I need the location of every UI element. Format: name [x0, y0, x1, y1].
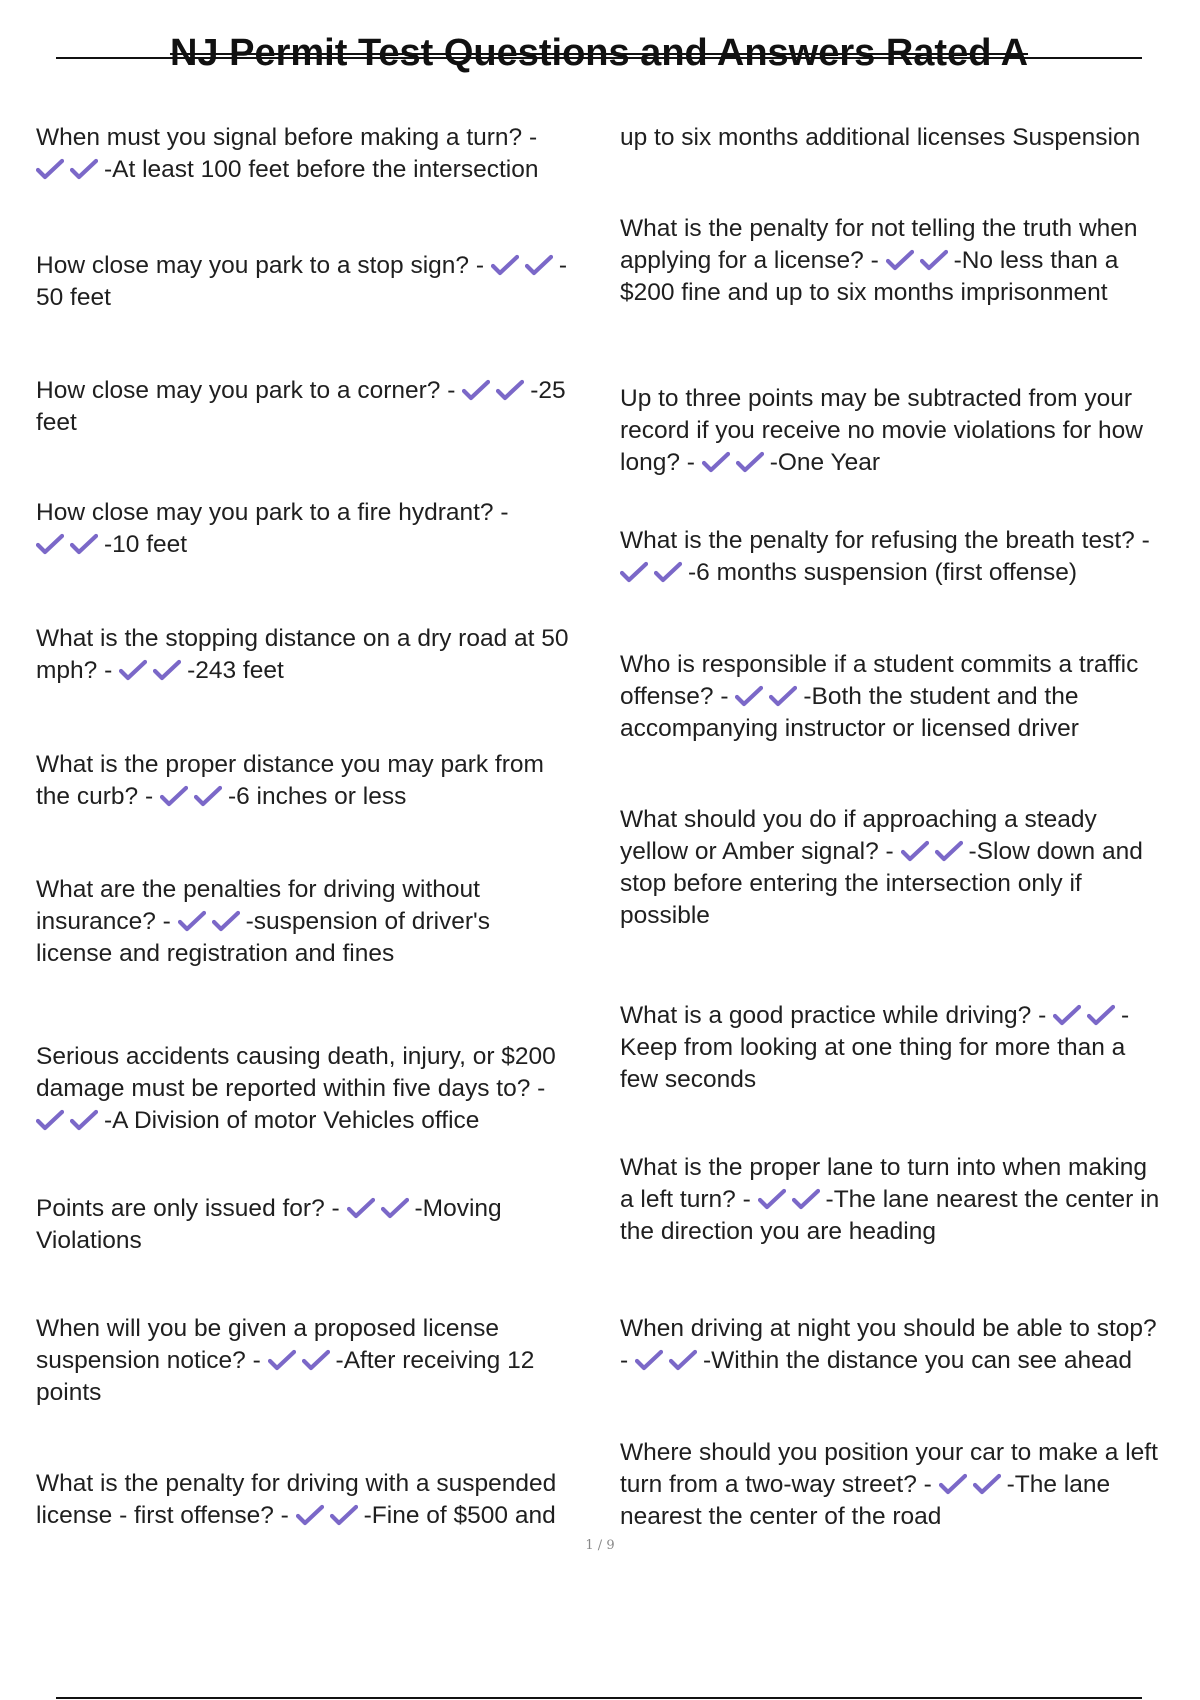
checkmark-icon	[1087, 1004, 1115, 1026]
qa-text: -25	[530, 377, 566, 404]
page-title: NJ Permit Test Questions and Answers Rated A	[169, 32, 1029, 74]
checkmark-icon	[491, 254, 519, 276]
qa-text: accompanying instructor or licensed driver	[620, 715, 1079, 742]
qa-line	[620, 213, 1138, 245]
qa-item	[620, 804, 1143, 932]
qa-line	[36, 1468, 556, 1500]
qa-text: points	[36, 1379, 102, 1406]
page-number: 1 / 9	[585, 1538, 615, 1553]
qa-line	[36, 749, 544, 781]
qa-text: How close may you park to a corner? -	[36, 377, 463, 404]
qa-line	[620, 836, 1143, 868]
checkmark-icon	[381, 1197, 409, 1219]
qa-text: the direction you are heading	[620, 1218, 936, 1245]
qa-text: What should you do if approaching a steady	[620, 806, 1097, 833]
qa-line	[36, 1500, 556, 1532]
qa-line	[36, 906, 490, 938]
checkmark-icon	[758, 1188, 786, 1210]
qa-text: Serious accidents causing death, injury, or $200	[36, 1043, 556, 1070]
checkmark-icon	[70, 158, 98, 180]
qa-line	[620, 415, 1143, 447]
qa-line	[620, 245, 1138, 277]
qa-item	[36, 749, 544, 813]
checkmark-icon	[70, 1109, 98, 1131]
qa-item	[620, 1000, 1129, 1096]
qa-line	[36, 781, 544, 813]
qa-item	[620, 213, 1138, 309]
checkmark-icon	[939, 1473, 967, 1495]
qa-text: -Moving	[414, 1195, 502, 1222]
qa-line	[620, 1501, 1158, 1533]
qa-text: How close may you park to a fire hydrant? -	[36, 499, 509, 526]
checkmark-icon	[735, 685, 763, 707]
checkmark-icon	[886, 249, 914, 271]
qa-line	[36, 1313, 534, 1345]
qa-text: -	[620, 1347, 635, 1374]
checkmark-icon	[194, 785, 222, 807]
qa-text: -	[558, 252, 567, 279]
qa-line	[620, 1216, 1159, 1248]
checkmark-icon	[36, 533, 64, 555]
checkmark-icon	[920, 249, 948, 271]
qa-line	[620, 900, 1143, 932]
checkmark-icon	[119, 659, 147, 681]
qa-text: -10 feet	[104, 531, 188, 558]
qa-text: -After receiving 12	[335, 1347, 535, 1374]
checkmark-icon	[935, 840, 963, 862]
qa-line	[620, 447, 1143, 479]
qa-text: few seconds	[620, 1066, 757, 1093]
qa-text: damage must be reported within five days to? -	[36, 1075, 546, 1102]
qa-item	[620, 1437, 1158, 1533]
qa-text: Violations	[36, 1227, 142, 1254]
qa-text: license - first offense? -	[36, 1502, 296, 1529]
qa-item	[36, 874, 490, 970]
qa-text: insurance? -	[36, 908, 178, 935]
qa-line	[36, 154, 538, 186]
qa-item	[620, 525, 1150, 589]
checkmark-icon	[153, 659, 181, 681]
qa-line	[620, 557, 1150, 589]
qa-item	[36, 623, 569, 687]
qa-line	[36, 1041, 556, 1073]
qa-line	[620, 1152, 1159, 1184]
qa-text: -A Division of motor Vehicles office	[104, 1107, 480, 1134]
qa-line	[620, 1469, 1158, 1501]
qa-line	[36, 497, 509, 529]
qa-text: the curb? -	[36, 783, 160, 810]
footer-rule	[56, 1697, 1142, 1699]
qa-item	[620, 1152, 1159, 1248]
checkmark-icon	[70, 533, 98, 555]
qa-line	[36, 623, 569, 655]
qa-line	[36, 1193, 502, 1225]
qa-text: -Slow down and	[968, 838, 1143, 865]
checkmark-icon	[462, 379, 490, 401]
checkmark-icon	[496, 379, 524, 401]
qa-text: possible	[620, 902, 710, 929]
qa-text: What is a good practice while driving? -	[620, 1002, 1054, 1029]
qa-text: mph? -	[36, 657, 120, 684]
checkmark-icon	[901, 840, 929, 862]
qa-item	[36, 1313, 534, 1409]
qa-text: What is the stopping distance on a dry road at 50	[36, 625, 569, 652]
qa-text: -Both the student and the	[803, 683, 1079, 710]
qa-line	[36, 282, 567, 314]
checkmark-icon	[973, 1473, 1001, 1495]
checkmark-icon	[178, 910, 206, 932]
qa-line	[620, 868, 1143, 900]
qa-text: Points are only issued for? -	[36, 1195, 347, 1222]
qa-line	[620, 1064, 1129, 1096]
checkmark-icon	[268, 1349, 296, 1371]
checkmark-icon	[792, 1188, 820, 1210]
qa-text: turn from a two-way street? -	[620, 1471, 939, 1498]
qa-line	[620, 122, 1140, 154]
qa-text: -	[1121, 1002, 1130, 1029]
qa-text: Who is responsible if a student commits a traffic	[620, 651, 1139, 678]
qa-text: -suspension of driver's	[245, 908, 490, 935]
qa-text: -Fine of $500 and	[363, 1502, 556, 1529]
checkmark-icon	[669, 1349, 697, 1371]
qa-text: long? -	[620, 449, 702, 476]
checkmark-icon	[160, 785, 188, 807]
qa-text: How close may you park to a stop sign? -	[36, 252, 491, 279]
qa-line	[36, 874, 490, 906]
checkmark-icon	[36, 158, 64, 180]
qa-text: nearest the center of the road	[620, 1503, 942, 1530]
qa-text: yellow or Amber signal? -	[620, 838, 901, 865]
checkmark-icon	[296, 1504, 324, 1526]
qa-line	[36, 1377, 534, 1409]
qa-text: -6 inches or less	[227, 783, 407, 810]
qa-line	[620, 804, 1143, 836]
qa-text: -One Year	[769, 449, 881, 476]
qa-line	[620, 1000, 1129, 1032]
qa-line	[36, 1345, 534, 1377]
qa-item	[620, 383, 1143, 479]
qa-text: -6 months suspension (first offense)	[688, 559, 1078, 586]
checkmark-icon	[736, 451, 764, 473]
qa-item	[620, 1313, 1157, 1377]
qa-text: Keep from looking at one thing for more than a	[620, 1034, 1126, 1061]
qa-line	[620, 1313, 1157, 1345]
qa-line	[620, 1345, 1157, 1377]
checkmark-icon	[1053, 1004, 1081, 1026]
qa-text: Where should you position your car to make a left	[620, 1439, 1158, 1466]
qa-text: What are the penalties for driving without	[36, 876, 480, 903]
qa-text: a left turn? -	[620, 1186, 758, 1213]
checkmark-icon	[302, 1349, 330, 1371]
qa-text: offense? -	[620, 683, 736, 710]
qa-line	[36, 1073, 556, 1105]
qa-line	[36, 529, 509, 561]
qa-line	[620, 713, 1138, 745]
qa-text: feet	[36, 409, 77, 436]
qa-text: Up to three points may be subtracted from your	[620, 385, 1133, 412]
qa-line	[36, 1225, 502, 1257]
qa-line	[620, 277, 1138, 309]
qa-line	[36, 938, 490, 970]
title-area	[56, 26, 1142, 86]
qa-text: What is the penalty for driving with a suspended	[36, 1470, 557, 1497]
checkmark-icon	[635, 1349, 663, 1371]
qa-text: -The lane	[1006, 1471, 1111, 1498]
qa-item	[620, 649, 1138, 745]
qa-text: -At least 100 feet before the intersection	[104, 156, 539, 183]
checkmark-icon	[36, 1109, 64, 1131]
qa-line	[620, 1184, 1159, 1216]
qa-item	[36, 375, 566, 439]
qa-item	[36, 250, 567, 314]
qa-text: $200 fine and up to six months imprisonment	[620, 279, 1108, 306]
qa-line	[36, 122, 538, 154]
checkmark-icon	[330, 1504, 358, 1526]
qa-line	[36, 407, 566, 439]
qa-text: suspension notice? -	[36, 1347, 268, 1374]
qa-line	[36, 655, 569, 687]
qa-line	[620, 649, 1138, 681]
checkmark-icon	[769, 685, 797, 707]
qa-line	[620, 383, 1143, 415]
qa-text: applying for a license? -	[620, 247, 886, 274]
qa-item	[36, 497, 509, 561]
qa-item	[36, 1468, 556, 1532]
checkmark-icon	[347, 1197, 375, 1219]
qa-item	[36, 1041, 556, 1137]
qa-text: -243 feet	[187, 657, 284, 684]
qa-text: When driving at night you should be able to stop?	[620, 1315, 1157, 1342]
qa-text: What is the penalty for not telling the truth when	[620, 215, 1138, 242]
qa-text: up to six months additional licenses Suspension	[620, 124, 1141, 151]
qa-text: What is the penalty for refusing the breath test? -	[620, 527, 1150, 554]
qa-item	[620, 122, 1140, 154]
qa-text: When must you signal before making a turn? -	[36, 124, 538, 151]
checkmark-icon	[620, 561, 648, 583]
qa-text: -The lane nearest the center in	[825, 1186, 1160, 1213]
qa-line	[620, 681, 1138, 713]
qa-item	[36, 122, 538, 186]
qa-text: When will you be given a proposed license	[36, 1315, 500, 1342]
checkmark-icon	[212, 910, 240, 932]
qa-line	[36, 375, 566, 407]
qa-line	[620, 525, 1150, 557]
qa-text: license and registration and fines	[36, 940, 395, 967]
qa-text: What is the proper distance you may park from	[36, 751, 544, 778]
checkmark-icon	[702, 451, 730, 473]
qa-text: 50 feet	[36, 284, 111, 311]
qa-text: -No less than a	[953, 247, 1119, 274]
qa-item	[36, 1193, 502, 1257]
qa-line	[620, 1032, 1129, 1064]
qa-text: stop before entering the intersection only if	[620, 870, 1082, 897]
checkmark-icon	[654, 561, 682, 583]
checkmark-icon	[525, 254, 553, 276]
qa-text: record if you receive no movie violations for how	[620, 417, 1143, 444]
qa-line	[36, 250, 567, 282]
qa-text: -Within the distance you can see ahead	[702, 1347, 1132, 1374]
qa-text: What is the proper lane to turn into when making	[620, 1154, 1148, 1181]
qa-line	[36, 1105, 556, 1137]
qa-line	[620, 1437, 1158, 1469]
